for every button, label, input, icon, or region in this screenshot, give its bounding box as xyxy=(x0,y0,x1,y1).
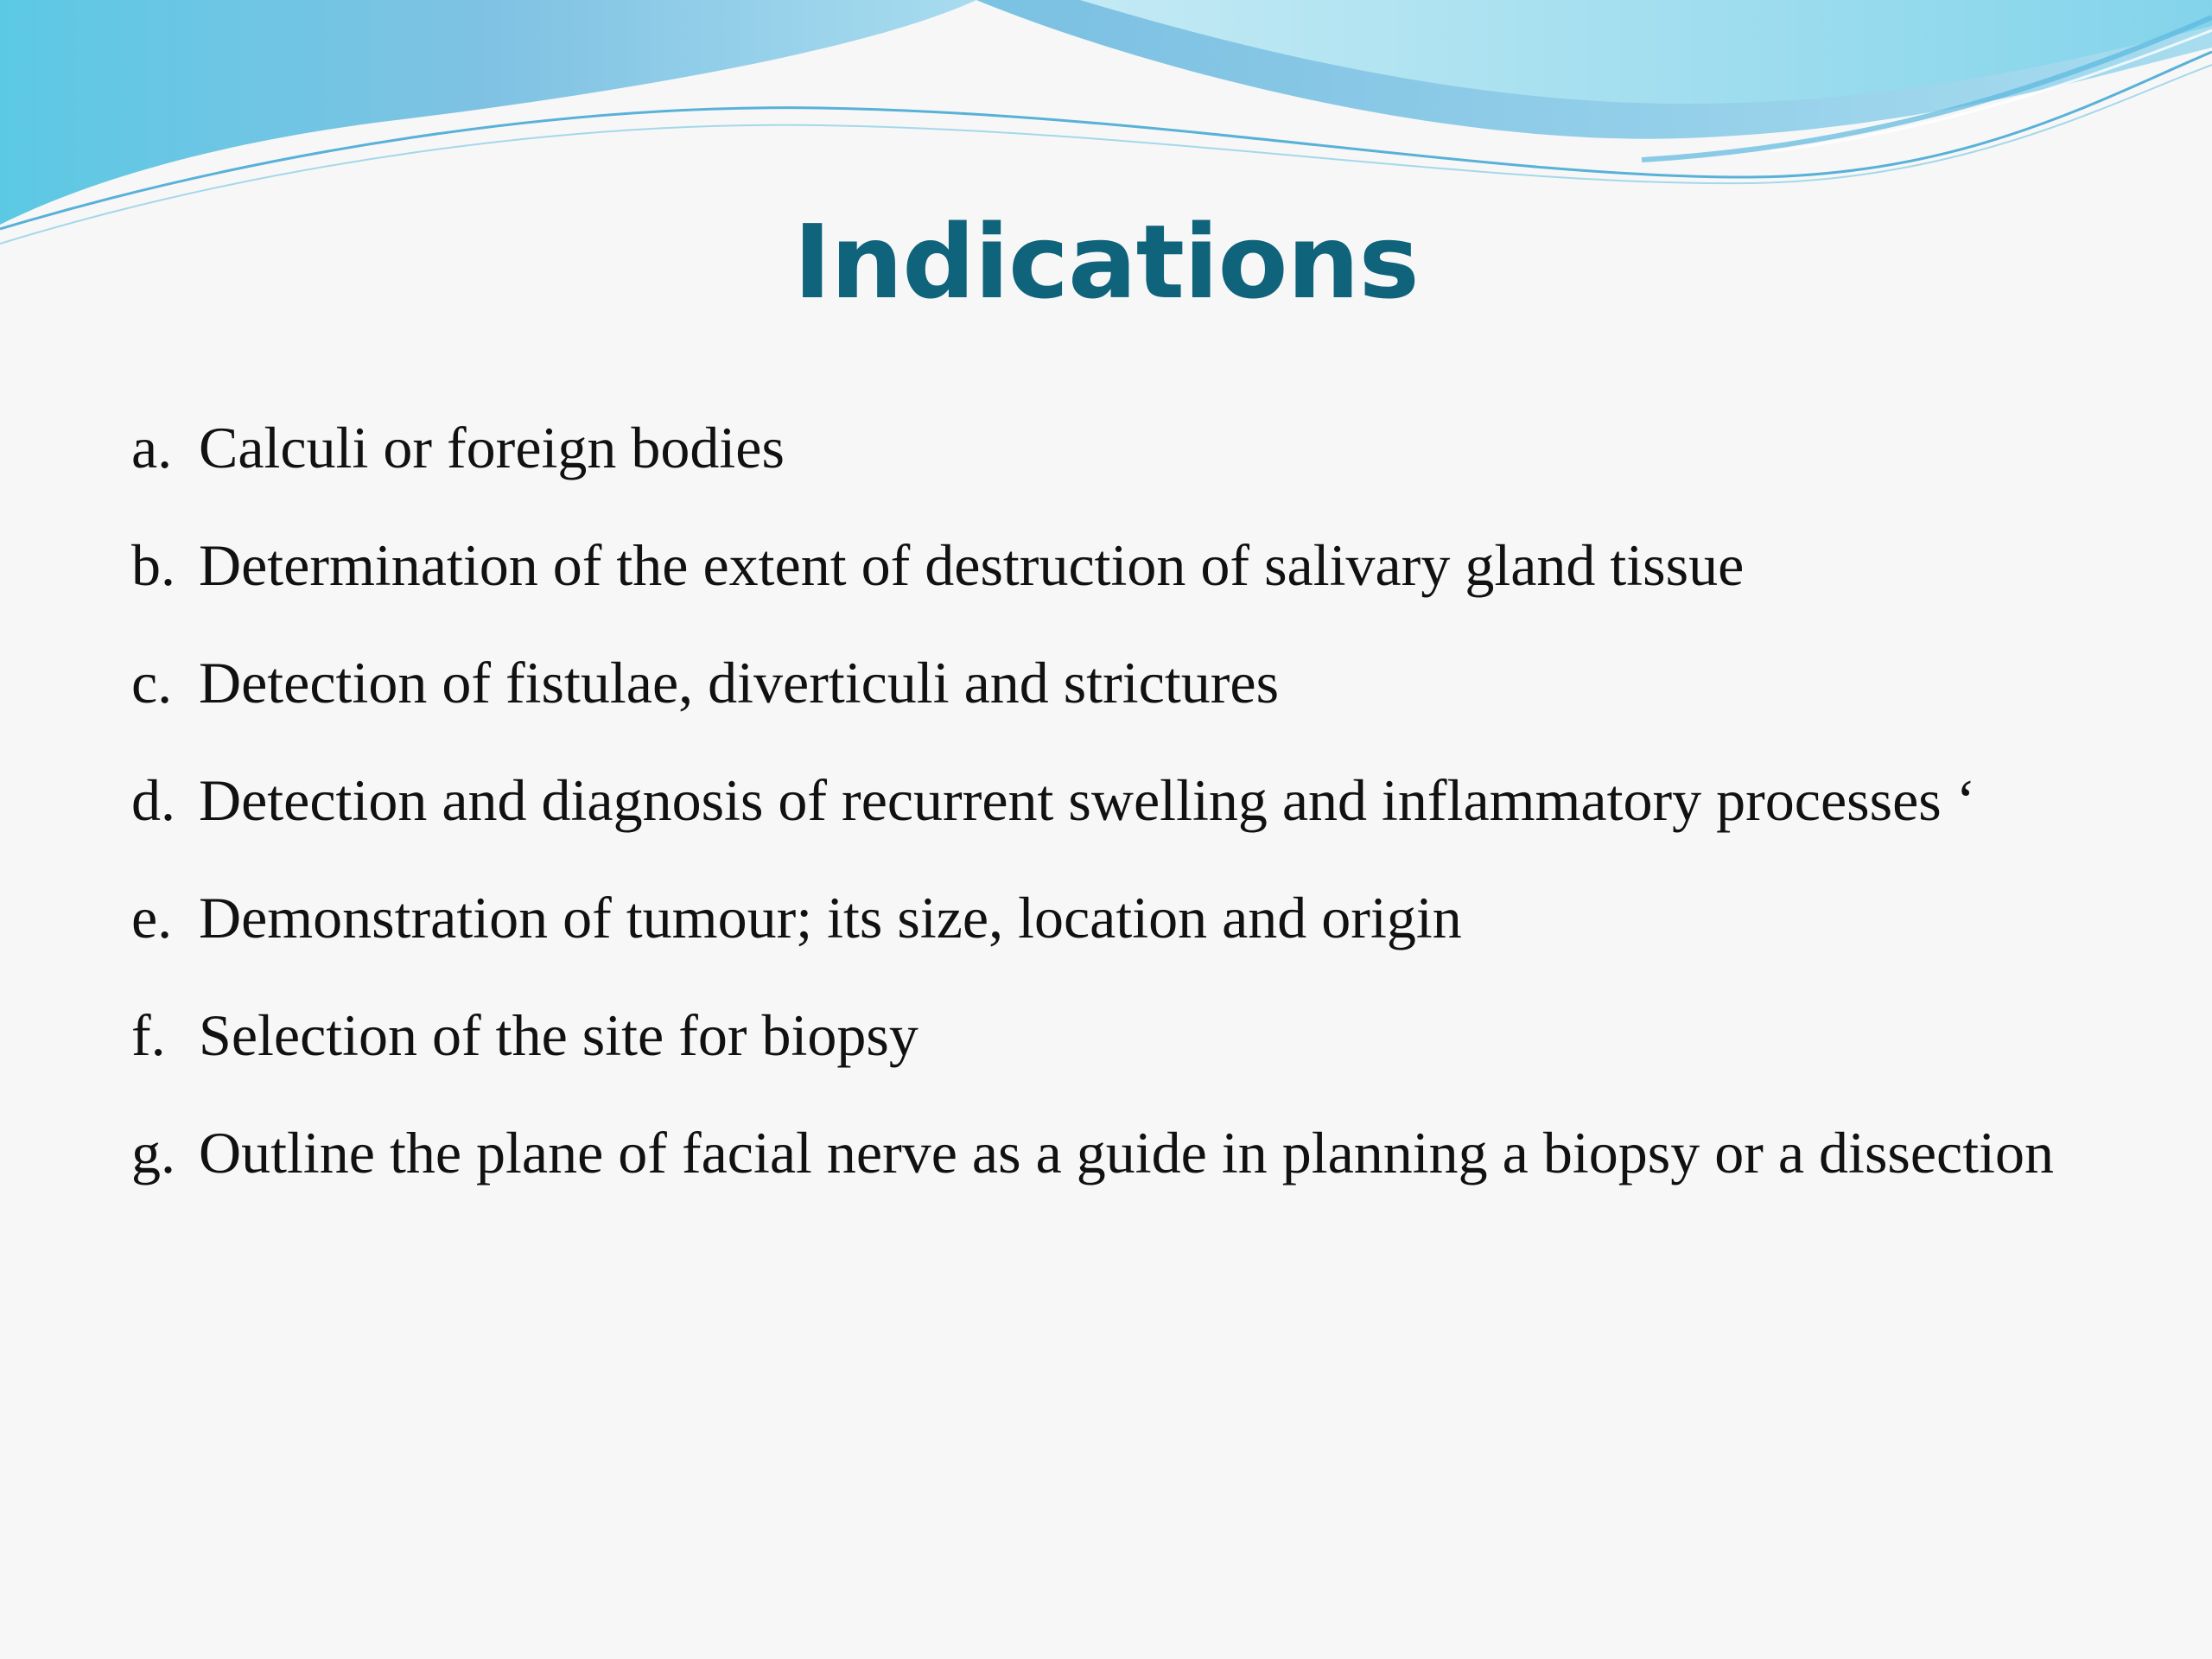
list-item xyxy=(131,748,2119,852)
list-item-text: Outline the plane of facial nerve as a guide in planning a biopsy or a dissection xyxy=(199,1120,2055,1185)
list-item-text: Demonstration of tumour; its size, location and origin xyxy=(199,885,1462,950)
list-item xyxy=(131,513,2119,617)
list-item xyxy=(131,631,2119,734)
list-item xyxy=(131,1101,2119,1205)
list-item-text: Calculi or foreign bodies xyxy=(199,415,785,480)
indications-list xyxy=(131,396,2119,1218)
list-marker: d. xyxy=(131,767,175,833)
list-item-text: Determination of the extent of destruction of salivary gland tissue xyxy=(199,532,1745,598)
list-item-text: Detection of fistulae, diverticuli and strictures xyxy=(199,650,1280,715)
list-item xyxy=(131,983,2119,1087)
list-marker: e. xyxy=(131,885,173,950)
slide-title: Indications xyxy=(793,202,1419,321)
list-marker: g. xyxy=(131,1120,175,1185)
list-item xyxy=(131,866,2119,969)
list-item-text: Detection and diagnosis of recurrent swelling and inflammatory processes ‘ xyxy=(199,767,1976,833)
list-item-text: Selection of the site for biopsy xyxy=(199,1002,918,1068)
list-item xyxy=(131,396,2119,499)
list-marker: c. xyxy=(131,650,173,715)
list-marker: f. xyxy=(131,1002,166,1068)
list-marker: b. xyxy=(131,532,175,598)
list-marker: a. xyxy=(131,415,173,480)
